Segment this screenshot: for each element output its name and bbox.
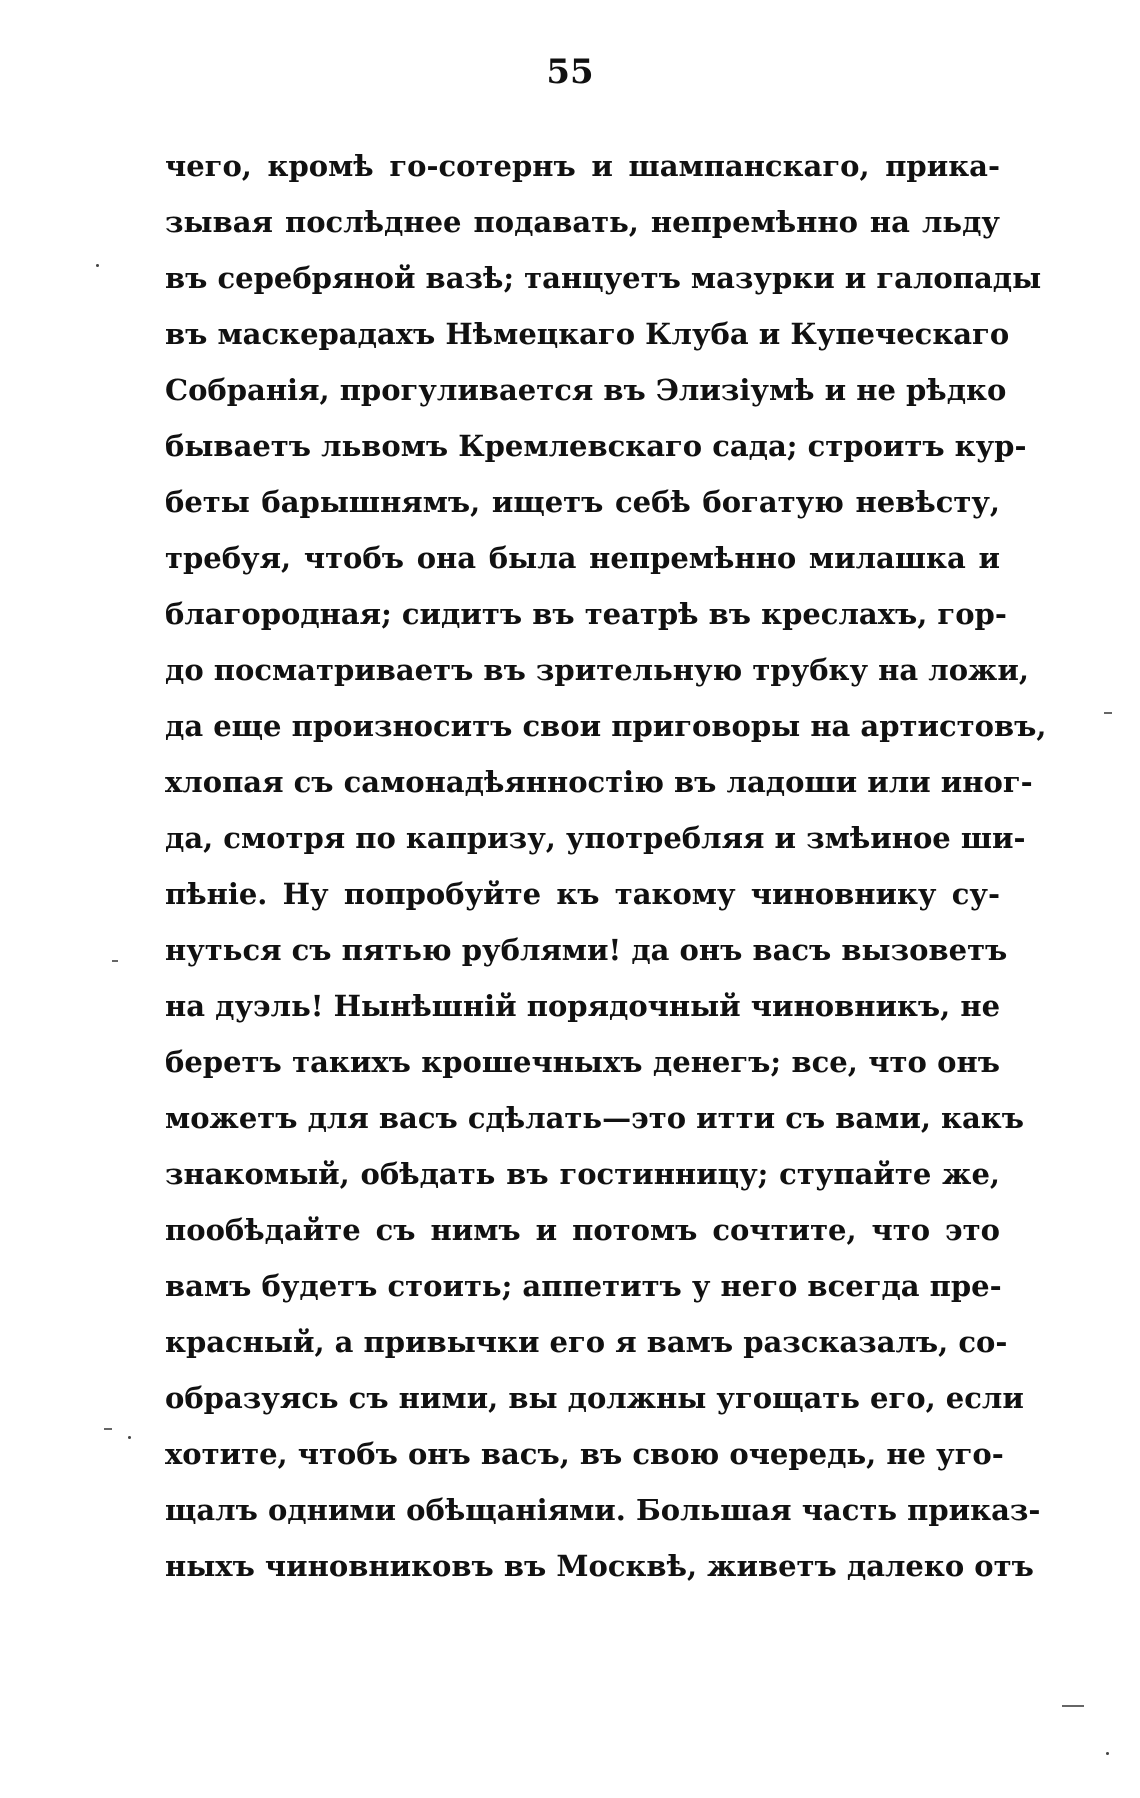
text-line: красный, а привычки его я вамъ разсказалъ, со-: [165, 1325, 1008, 1359]
text-line: образуясь съ ними, вы должны угощать его, если: [165, 1381, 1024, 1415]
text-line: нуться съ пятью рублями! да онъ васъ вызоветъ: [165, 933, 1008, 967]
text-line: щалъ одними обѣщаніями. Большая часть приказ-: [165, 1493, 1041, 1527]
scan-speck: [96, 264, 99, 267]
text-line: пообѣдайте съ нимъ и потомъ сочтите, что это: [165, 1213, 1000, 1247]
text-line: бываетъ львомъ Кремлевскаго сада; строитъ кур-: [165, 429, 1027, 463]
scan-mark: [104, 1428, 112, 1430]
text-line: чего, кромѣ го-сотернъ и шампанскаго, прика-: [165, 149, 1000, 183]
text-line: Собранія, прогуливается въ Элизіумѣ и не рѣдко: [165, 373, 1007, 407]
text-line: на дуэль! Нынѣшній порядочный чиновникъ, не: [165, 989, 1001, 1023]
text-line: въ маскерадахъ Нѣмецкаго Клуба и Купеческаго: [165, 317, 1010, 351]
text-line: ныхъ чиновниковъ въ Москвѣ, живетъ далеко отъ: [165, 1549, 1034, 1583]
text-line: благородная; сидитъ въ театрѣ въ креслахъ, гор-: [165, 597, 1007, 631]
text-line: да еще произноситъ свои приговоры на артистовъ,: [165, 709, 1047, 743]
scan-speck: [1106, 1752, 1109, 1755]
scan-mark: [1104, 712, 1112, 714]
text-line: въ серебряной вазѣ; танцуетъ мазурки и галопады: [165, 261, 1042, 295]
scan-mark: [112, 960, 118, 962]
scan-mark: [1062, 1705, 1084, 1707]
page-number: 55: [546, 52, 594, 92]
scan-speck: [128, 1436, 131, 1439]
text-line: да, смотря по капризу, употребляя и змѣиное ши-: [165, 821, 1026, 855]
text-line: до посматриваетъ въ зрительную трубку на ложи,: [165, 653, 1029, 687]
text-line: беретъ такихъ крошечныхъ денегъ; все, что онъ: [165, 1045, 1000, 1079]
text-line: хотите, чтобъ онъ васъ, въ свою очередь, не уго-: [165, 1437, 1004, 1471]
text-line: хлопая съ самонадѣянностію въ ладоши или иног-: [165, 765, 1033, 799]
text-line: знакомый, обѣдать въ гостинницу; ступайте же,: [165, 1157, 1000, 1191]
text-line: беты барышнямъ, ищетъ себѣ богатую невѣсту,: [165, 485, 1000, 519]
text-line: зывая послѣднее подавать, непремѣнно на льду: [165, 205, 1000, 239]
text-line: требуя, чтобъ она была непремѣнно милашка и: [165, 541, 1000, 575]
text-line: вамъ будетъ стоить; аппетитъ у него всегда пре-: [165, 1269, 1002, 1303]
body-text: [165, 138, 1047, 1594]
text-line: пѣніе. Ну попробуйте къ такому чиновнику су-: [165, 877, 1000, 911]
text-line: можетъ для васъ сдѣлать—это итти съ вами, какъ: [165, 1101, 1024, 1135]
